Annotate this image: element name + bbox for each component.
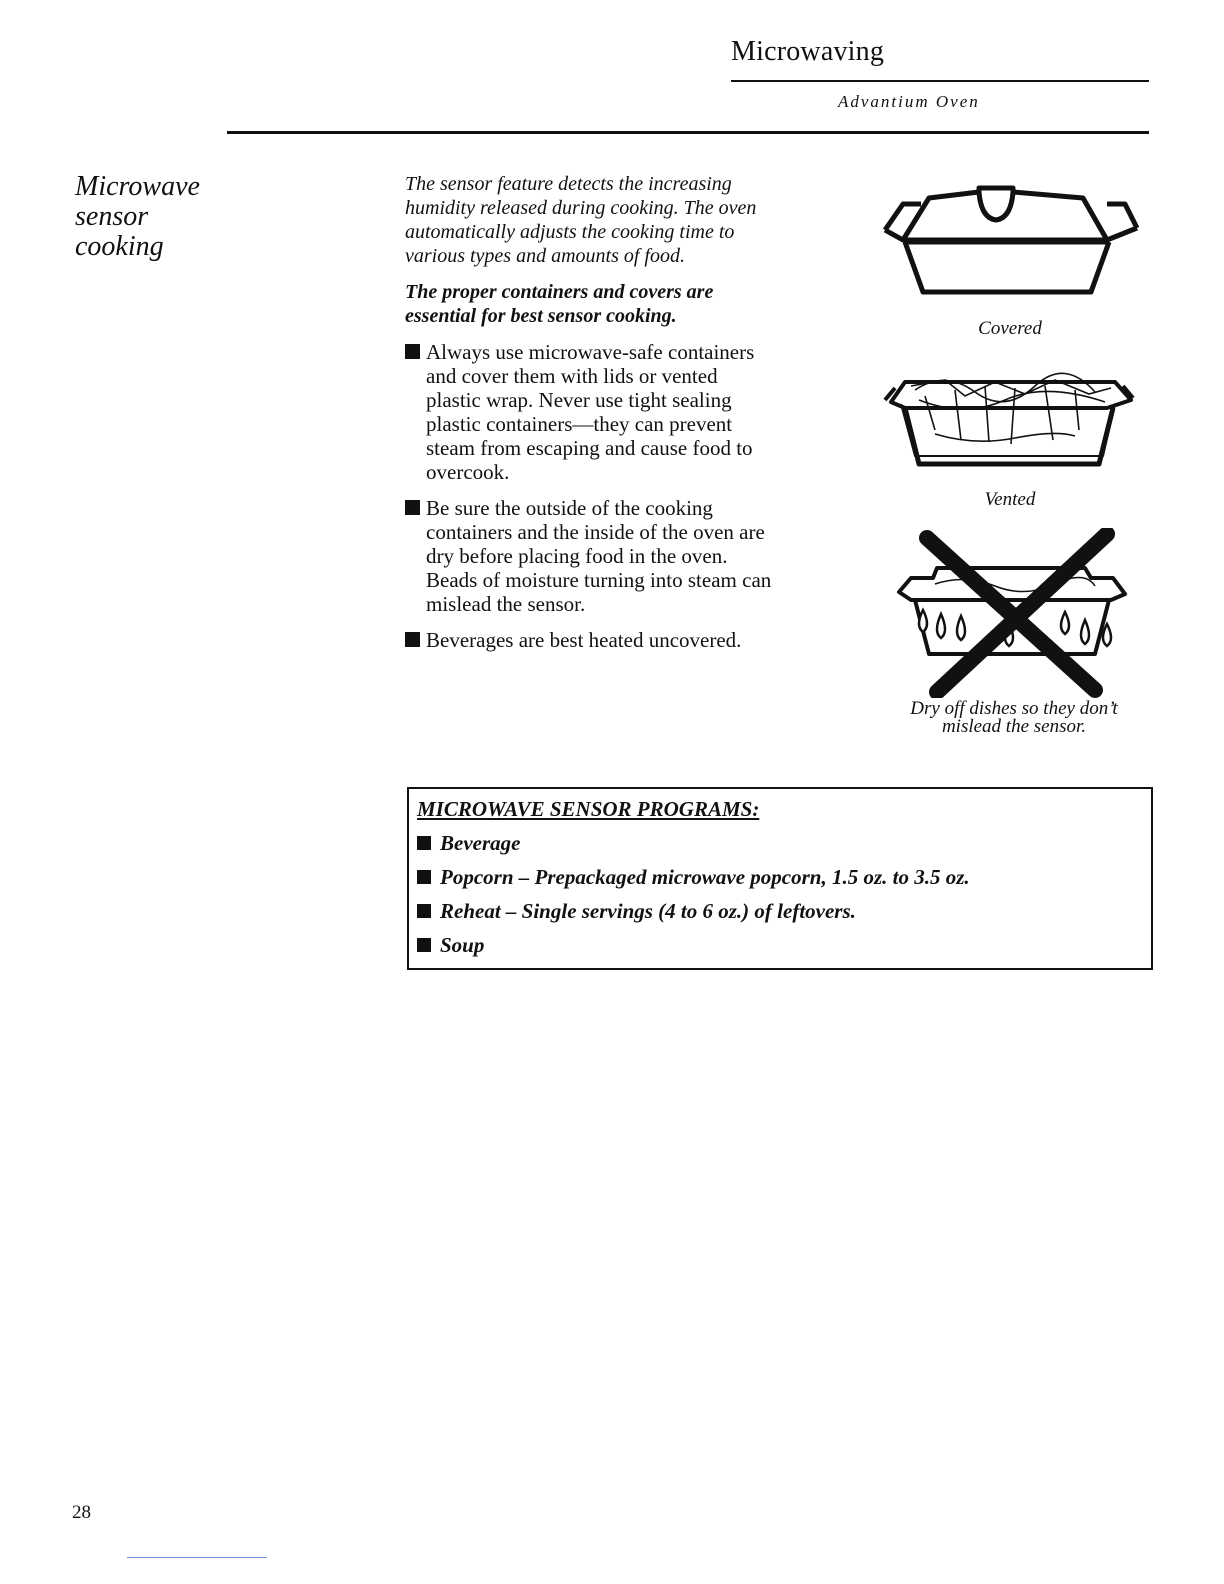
main-divider bbox=[227, 131, 1149, 134]
bottom-link-underline bbox=[127, 1557, 267, 1558]
emphasis-paragraph: The proper containers and covers are essential for best sensor cooking. bbox=[405, 281, 714, 327]
program-item bbox=[417, 865, 970, 889]
list-item-text: Always use microwave-safe containers and cover them with lids or vented plastic wrap. Never use tight sealing plastic containers—they can prevent steam from escaping and cause food to overcook. bbox=[426, 340, 755, 484]
list-item bbox=[405, 628, 775, 652]
wet-dish-caption: Dry off dishes so they don’t mislead the sensor. bbox=[910, 698, 1118, 737]
section-heading-line: Microwave bbox=[75, 171, 200, 202]
covered-caption: Covered bbox=[978, 318, 1042, 339]
vented-dish-icon bbox=[875, 360, 1141, 475]
page-number: 28 bbox=[72, 1502, 91, 1523]
program-item bbox=[417, 831, 970, 855]
program-item-text: Beverage bbox=[440, 831, 521, 855]
wet-dish-crossed-icon bbox=[885, 528, 1135, 698]
program-item-text: Reheat – Single servings (4 to 6 oz.) of leftovers. bbox=[440, 899, 856, 923]
list-item bbox=[405, 496, 775, 616]
program-item-text: Popcorn – Prepackaged microwave popcorn, 1.5 oz. to 3.5 oz. bbox=[440, 865, 970, 889]
program-item bbox=[417, 933, 970, 957]
section-heading-line: cooking bbox=[75, 231, 164, 262]
bullet-square-icon bbox=[405, 632, 420, 647]
bullet-square-icon bbox=[417, 836, 431, 850]
vented-caption: Vented bbox=[984, 489, 1036, 510]
list-item bbox=[405, 340, 775, 484]
section-heading bbox=[75, 172, 275, 262]
bullet-square-icon bbox=[417, 938, 431, 952]
covered-dish-icon bbox=[875, 180, 1141, 305]
intro-paragraph: The sensor feature detects the increasing humidity released during cooking. The oven automatically adjusts the cooking time to various types and amounts of food. bbox=[405, 173, 757, 267]
bullet-square-icon bbox=[405, 500, 420, 515]
instruction-list bbox=[405, 340, 775, 664]
section-heading-line: sensor bbox=[75, 201, 149, 232]
program-item bbox=[417, 899, 970, 923]
list-item-text: Be sure the outside of the cooking containers and the inside of the oven are dry before placing food in the oven. Beads of moisture turning into steam can mislead the sensor. bbox=[426, 496, 772, 616]
bullet-square-icon bbox=[417, 870, 431, 884]
bullet-square-icon bbox=[417, 904, 431, 918]
programs-list bbox=[417, 831, 970, 967]
programs-title: MICROWAVE SENSOR PROGRAMS: bbox=[417, 797, 760, 821]
list-item-text: Beverages are best heated uncovered. bbox=[426, 628, 742, 652]
sensor-programs-box bbox=[407, 787, 1153, 970]
header-divider bbox=[731, 80, 1149, 82]
page-header-subtitle: Advantium Oven bbox=[838, 92, 980, 111]
program-item-text: Soup bbox=[440, 933, 485, 957]
bullet-square-icon bbox=[405, 344, 420, 359]
page-header-title: Microwaving bbox=[731, 36, 885, 67]
